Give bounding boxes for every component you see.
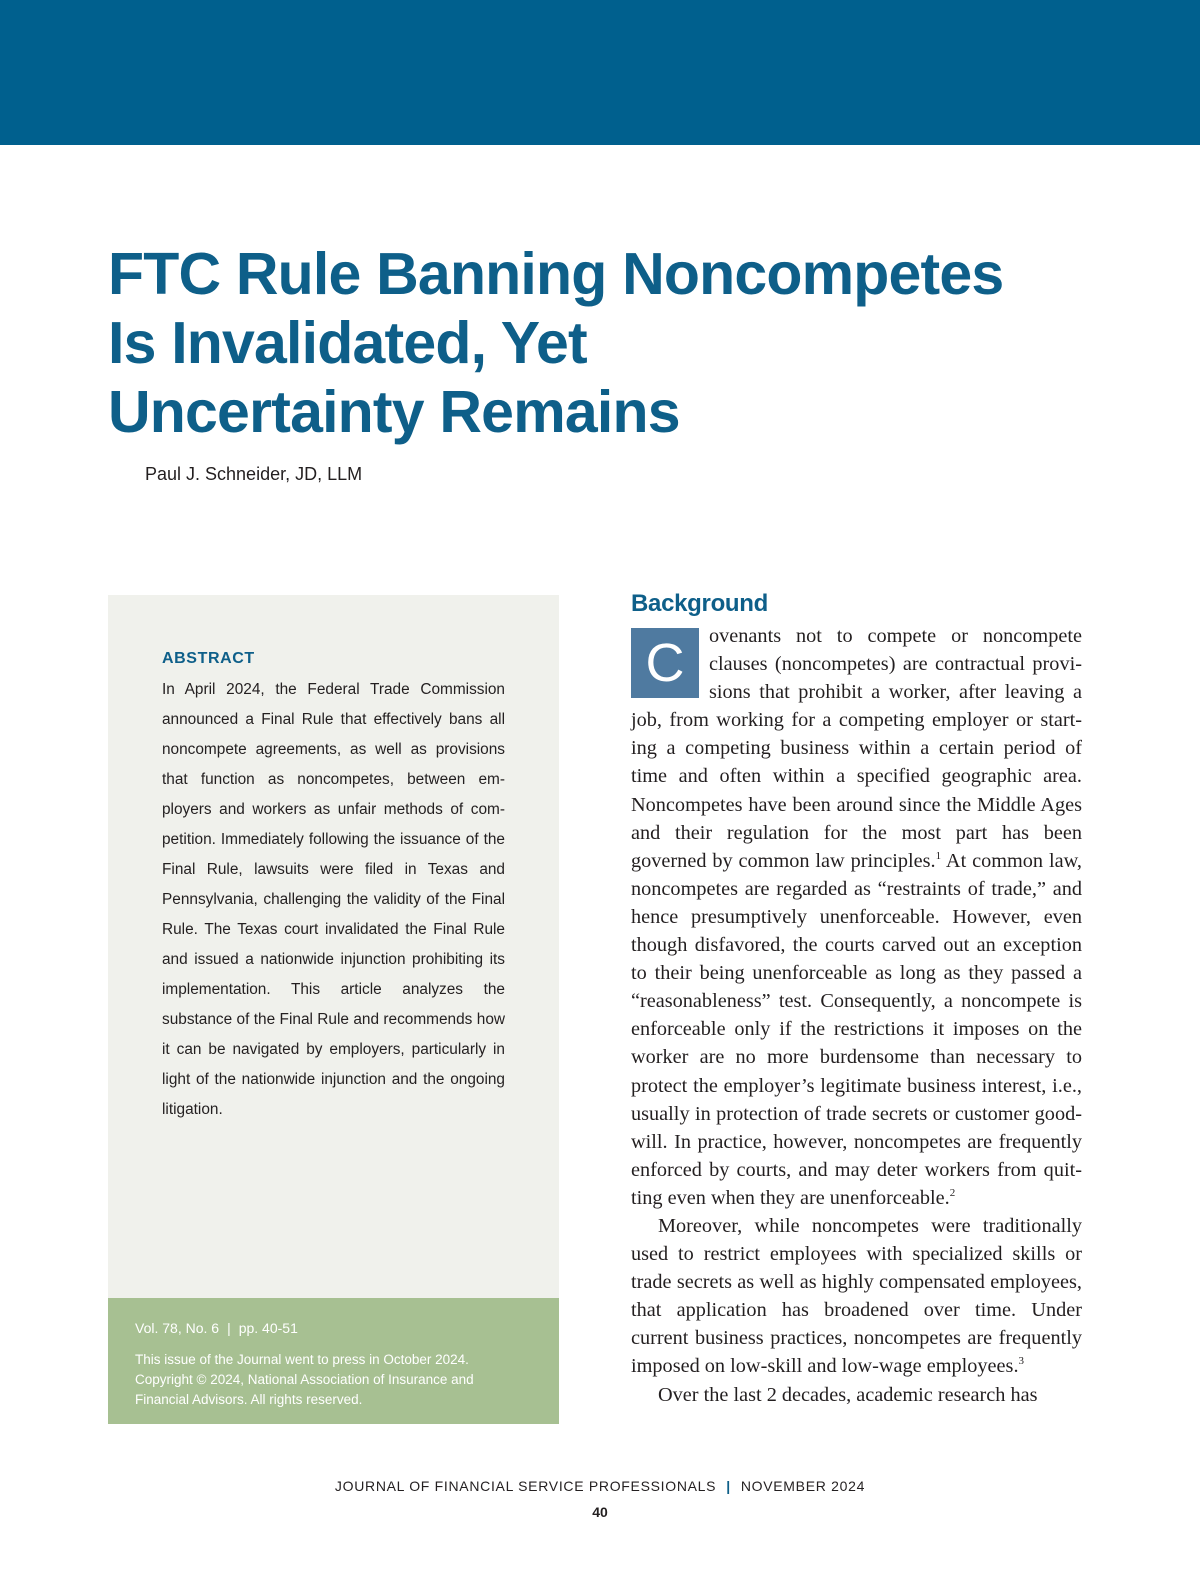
abstract-heading: ABSTRACT bbox=[162, 650, 255, 667]
running-footer bbox=[0, 1478, 1200, 1494]
volume-line bbox=[135, 1320, 298, 1336]
page-range: pp. 40-51 bbox=[238, 1320, 298, 1336]
abstract-panel bbox=[108, 595, 559, 1298]
drop-cap: C bbox=[631, 628, 699, 698]
title-line-1: FTC Rule Banning Noncompetes bbox=[108, 241, 1004, 307]
author-byline: Paul J. Schneider, JD, LLM bbox=[145, 464, 363, 484]
journal-name: JOURNAL OF FINANCIAL SERVICE PROFESSIONALS bbox=[334, 1478, 717, 1494]
article-body bbox=[631, 622, 1082, 1409]
copyright-note: This issue of the Journal went to press in October 2024. Copyright © 2024, National Association of Insurance and Financial Advisors. All rights reserved. bbox=[135, 1352, 474, 1407]
header-band bbox=[0, 0, 1200, 145]
issue-date: NOVEMBER 2024 bbox=[740, 1478, 866, 1494]
title-line-3: Uncertainty Remains bbox=[108, 379, 680, 445]
footer-separator: | bbox=[726, 1478, 731, 1494]
paragraph-1 bbox=[631, 622, 1082, 1212]
section-heading-background: Background bbox=[631, 590, 769, 617]
title-line-2: Is Invalidated, Yet bbox=[108, 310, 587, 376]
paragraph-1-part-b: At common law, noncompetes are regarded as “restraints of trade,” and hence presumptively unenforceable. However, even though disfavored, the courts carved out an exception to their being unenforceable as long as they passed a “reasonableness” test. Consequently, a noncompete is enforceable only if the restrictions it imposes on the worker are no more burdensome than necessary to protect the employer’s legitimate business interest, i.e., usually in protection of trade secrets or customer goodwill. In practice, however, noncompetes are frequently enforced by courts, and may deter workers from quitting even when they are unenforceable. bbox=[631, 849, 1083, 1209]
footnote-ref-2[interactable]: 2 bbox=[949, 1187, 956, 1200]
paragraph-2 bbox=[631, 1212, 1082, 1381]
footnote-ref-3[interactable]: 3 bbox=[1018, 1355, 1025, 1368]
volume-separator: | bbox=[227, 1320, 231, 1336]
abstract-text: In April 2024, the Federal Trade Commission announced a Final Rule that effectively bans all noncompete agreements, as well as provisions that function as noncompetes, between employers and workers as unfair methods of competition. Immediately following the issuance of the Final Rule, lawsuits were filed in Texas and Pennsylvania, challenging the validity of the Final Rule. The Texas court invalidated the Final Rule and issued a nationwide injunction prohibiting its implementation. This article analyzes the substance of the Final Rule and recommends how it can be navigated by employers, particularly in light of the nationwide injunction and the ongoing litigation. bbox=[162, 681, 505, 1118]
paragraph-3: Over the last 2 decades, academic research has bbox=[658, 1383, 1038, 1406]
footnote-ref-1[interactable]: 1 bbox=[935, 849, 942, 862]
paragraph-2-text: Moreover, while noncompetes were traditionally used to restrict employees with specialized skills or trade secrets as well as highly compensated employees, that application has broadened over time. Under current business practices, noncompetes are frequently imposed on low-skill and low-wage employees. bbox=[631, 1214, 1082, 1378]
paragraph-1-part-a: ovenants not to compete or noncompete clauses (noncompetes) are contractual provisions that prohibit a worker, after leaving a job, from working for a competing employer or starting a competing business within a certain period of time and often within a specified geographic area. Noncompetes have been around since the Middle Ages and their regulation for the most part has been governed by common law principles. bbox=[631, 625, 1082, 872]
article-title bbox=[108, 240, 1088, 447]
publication-info-panel bbox=[108, 1298, 559, 1424]
volume-number: Vol. 78, No. 6 bbox=[135, 1320, 220, 1336]
page-number: 40 bbox=[592, 1504, 608, 1520]
